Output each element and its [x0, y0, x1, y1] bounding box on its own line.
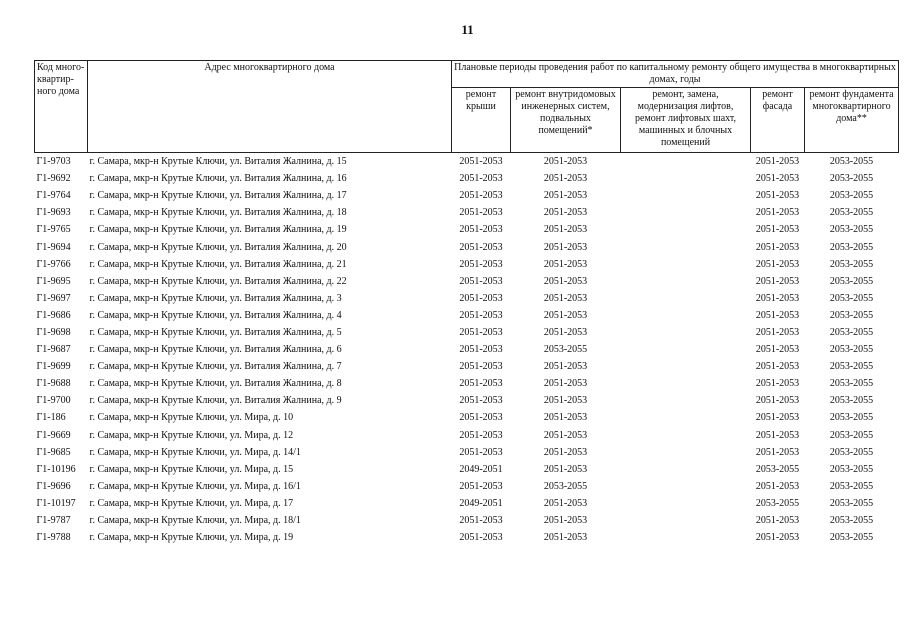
cell-code: Г1-10197	[36, 497, 76, 509]
cell-lifts	[621, 461, 751, 478]
table-row	[35, 238, 899, 255]
cell-facade: 2051-2053	[755, 378, 800, 390]
cell-code: Г1-186	[36, 412, 66, 424]
cell-foundation: 2053-2055	[829, 241, 874, 253]
cell-engineering: 2051-2053	[543, 275, 588, 287]
cell-facade: 2051-2053	[755, 515, 800, 527]
table-header	[35, 61, 899, 153]
cell-address: г. Самара, мкр-н Крутые Ключи, ул. Виталия Жалнина, д. 15	[88, 153, 452, 171]
cell-foundation: 2053-2055	[805, 153, 899, 171]
cell-code: Г1-9699	[36, 361, 71, 373]
header-lifts: ремонт, замена, модернизация лифтов, ремонт лифтовых шахт, машинных и блочных помещений	[621, 88, 751, 153]
cell-lifts	[621, 444, 751, 461]
cell-foundation: 2053-2055	[829, 309, 874, 321]
cell-lifts	[621, 290, 751, 307]
cell-foundation: 2053-2055	[829, 480, 874, 492]
cell-code: Г1-9766	[36, 258, 71, 270]
cell-address: г. Самара, мкр-н Крутые Ключи, ул. Мира, д. 15	[89, 463, 294, 475]
cell-lifts	[621, 478, 751, 495]
table-row	[35, 358, 899, 375]
cell-facade: 2051-2053	[755, 258, 800, 270]
cell-foundation: 2053-2055	[829, 412, 874, 424]
cell-code: Г1-9695	[36, 275, 71, 287]
cell-address: г. Самара, мкр-н Крутые Ключи, ул. Виталия Жалнина, д. 22	[89, 275, 347, 287]
cell-lifts	[621, 256, 751, 273]
cell-facade: 2053-2055	[755, 497, 800, 509]
cell-engineering: 2051-2053	[543, 309, 588, 321]
cell-facade: 2051-2053	[755, 173, 800, 185]
capital-repair-table	[34, 60, 899, 546]
cell-address: г. Самара, мкр-н Крутые Ключи, ул. Виталия Жалнина, д. 3	[89, 292, 342, 304]
cell-foundation: 2053-2055	[829, 395, 874, 407]
cell-foundation: 2053-2055	[829, 190, 874, 202]
cell-engineering: 2051-2053	[511, 153, 621, 171]
cell-code: Г1-9787	[36, 515, 71, 527]
cell-engineering: 2051-2053	[543, 207, 588, 219]
table-row	[35, 392, 899, 409]
cell-roof: 2051-2053	[459, 173, 503, 185]
cell-lifts	[621, 307, 751, 324]
header-code: Код много-квартир-ного дома	[35, 61, 88, 153]
cell-address: г. Самара, мкр-н Крутые Ключи, ул. Виталия Жалнина, д. 16	[89, 173, 347, 185]
cell-address: г. Самара, мкр-н Крутые Ключи, ул. Мира, д. 16/1	[89, 480, 301, 492]
cell-roof: 2051-2053	[459, 361, 503, 373]
cell-lifts	[621, 427, 751, 444]
cell-facade: 2053-2055	[755, 463, 800, 475]
table-row	[35, 273, 899, 290]
cell-facade: 2051-2053	[755, 395, 800, 407]
cell-lifts	[621, 153, 751, 171]
cell-address: г. Самара, мкр-н Крутые Ключи, ул. Виталия Жалнина, д. 21	[89, 258, 347, 270]
table-row	[35, 461, 899, 478]
table-row	[35, 204, 899, 221]
cell-address: г. Самара, мкр-н Крутые Ключи, ул. Мира, д. 18/1	[89, 515, 301, 527]
table-row	[35, 153, 899, 171]
cell-facade: 2051-2053	[755, 361, 800, 373]
cell-foundation: 2053-2055	[829, 207, 874, 219]
cell-roof: 2051-2053	[459, 532, 503, 544]
cell-engineering: 2051-2053	[543, 326, 588, 338]
cell-address: г. Самара, мкр-н Крутые Ключи, ул. Виталия Жалнина, д. 18	[89, 207, 347, 219]
cell-lifts	[621, 392, 751, 409]
header-address: Адрес многоквартирного дома	[88, 61, 452, 153]
table-row	[35, 187, 899, 204]
cell-address: г. Самара, мкр-н Крутые Ключи, ул. Мира, д. 17	[89, 497, 294, 509]
cell-foundation: 2053-2055	[829, 463, 874, 475]
cell-engineering: 2051-2053	[543, 446, 588, 458]
cell-roof: 2051-2053	[459, 429, 503, 441]
cell-engineering: 2051-2053	[543, 429, 588, 441]
cell-engineering: 2051-2053	[543, 258, 588, 270]
cell-facade: 2051-2053	[755, 412, 800, 424]
cell-lifts	[621, 273, 751, 290]
cell-facade: 2051-2053	[755, 190, 800, 202]
cell-roof: 2051-2053	[459, 412, 503, 424]
cell-engineering: 2051-2053	[543, 497, 588, 509]
cell-engineering: 2051-2053	[543, 463, 588, 475]
cell-facade: 2051-2053	[755, 275, 800, 287]
cell-engineering: 2051-2053	[543, 292, 588, 304]
cell-roof: 2051-2053	[459, 309, 503, 321]
cell-address: г. Самара, мкр-н Крутые Ключи, ул. Виталия Жалнина, д. 6	[89, 344, 342, 356]
cell-foundation: 2053-2055	[829, 361, 874, 373]
cell-lifts	[621, 341, 751, 358]
table-row	[35, 444, 899, 461]
cell-facade: 2051-2053	[755, 344, 800, 356]
cell-foundation: 2053-2055	[829, 275, 874, 287]
cell-roof: 2051-2053	[459, 480, 503, 492]
cell-address: г. Самара, мкр-н Крутые Ключи, ул. Мира, д. 10	[89, 412, 294, 424]
cell-lifts	[621, 529, 751, 546]
cell-facade: 2051-2053	[755, 241, 800, 253]
cell-roof: 2051-2053	[459, 207, 503, 219]
cell-code: Г1-9703	[35, 153, 88, 171]
cell-lifts	[621, 221, 751, 238]
cell-engineering: 2051-2053	[543, 224, 588, 236]
cell-roof: 2051-2053	[459, 515, 503, 527]
table-row	[35, 427, 899, 444]
header-engineering: ремонт внутридомовых инженерных систем, подвальных помещений*	[511, 88, 621, 153]
cell-roof: 2051-2053	[459, 292, 503, 304]
table-row	[35, 221, 899, 238]
table-row	[35, 495, 899, 512]
cell-roof: 2051-2053	[459, 258, 503, 270]
cell-foundation: 2053-2055	[829, 532, 874, 544]
table-row	[35, 375, 899, 392]
cell-roof: 2051-2053	[459, 326, 503, 338]
cell-code: Г1-9693	[36, 207, 71, 219]
cell-engineering: 2051-2053	[543, 361, 588, 373]
cell-code: Г1-9669	[36, 429, 71, 441]
cell-address: г. Самара, мкр-н Крутые Ключи, ул. Мира, д. 14/1	[89, 446, 301, 458]
cell-engineering: 2051-2053	[543, 378, 588, 390]
cell-facade: 2051-2053	[755, 480, 800, 492]
header-periods-group: Плановые периоды проведения работ по капитальному ремонту общего имущества в многоквартирных домах, годы	[452, 61, 899, 88]
cell-address: г. Самара, мкр-н Крутые Ключи, ул. Виталия Жалнина, д. 7	[89, 361, 342, 373]
cell-roof: 2051-2053	[459, 275, 503, 287]
cell-lifts	[621, 512, 751, 529]
header-foundation: ремонт фундамента многоквартирного дома**	[805, 88, 899, 153]
cell-lifts	[621, 375, 751, 392]
cell-code: Г1-10196	[36, 463, 76, 475]
page-number: 11	[461, 22, 474, 37]
cell-address: г. Самара, мкр-н Крутые Ключи, ул. Мира, д. 19	[89, 532, 294, 544]
cell-facade: 2051-2053	[755, 446, 800, 458]
cell-roof: 2049-2051	[459, 463, 503, 475]
cell-roof: 2051-2053	[459, 446, 503, 458]
cell-foundation: 2053-2055	[829, 497, 874, 509]
table-row	[35, 409, 899, 426]
cell-engineering: 2053-2055	[543, 480, 588, 492]
cell-address: г. Самара, мкр-н Крутые Ключи, ул. Виталия Жалнина, д. 17	[89, 190, 347, 202]
table-row	[35, 170, 899, 187]
cell-code: Г1-9700	[36, 395, 71, 407]
cell-roof: 2051-2053	[459, 241, 503, 253]
cell-facade: 2051-2053	[755, 224, 800, 236]
cell-facade: 2051-2053	[755, 207, 800, 219]
cell-roof: 2051-2053	[452, 153, 511, 171]
cell-code: Г1-9686	[36, 309, 71, 321]
cell-address: г. Самара, мкр-н Крутые Ключи, ул. Мира, д. 12	[89, 429, 294, 441]
cell-lifts	[621, 495, 751, 512]
table-body	[35, 153, 899, 547]
cell-foundation: 2053-2055	[829, 292, 874, 304]
cell-roof: 2051-2053	[459, 344, 503, 356]
table-row	[35, 290, 899, 307]
cell-roof: 2051-2053	[459, 190, 503, 202]
cell-foundation: 2053-2055	[829, 446, 874, 458]
cell-foundation: 2053-2055	[829, 344, 874, 356]
cell-foundation: 2053-2055	[829, 258, 874, 270]
cell-engineering: 2051-2053	[543, 532, 588, 544]
cell-foundation: 2053-2055	[829, 173, 874, 185]
cell-engineering: 2051-2053	[543, 515, 588, 527]
cell-lifts	[621, 187, 751, 204]
cell-address: г. Самара, мкр-н Крутые Ключи, ул. Виталия Жалнина, д. 20	[89, 241, 347, 253]
cell-roof: 2051-2053	[459, 224, 503, 236]
cell-facade: 2051-2053	[755, 309, 800, 321]
cell-code: Г1-9765	[36, 224, 71, 236]
table-row	[35, 256, 899, 273]
cell-engineering: 2051-2053	[543, 190, 588, 202]
table-row	[35, 478, 899, 495]
cell-code: Г1-9688	[36, 378, 71, 390]
cell-engineering: 2051-2053	[543, 412, 588, 424]
cell-lifts	[621, 238, 751, 255]
cell-roof: 2051-2053	[459, 395, 503, 407]
cell-code: Г1-9697	[36, 292, 71, 304]
cell-address: г. Самара, мкр-н Крутые Ключи, ул. Виталия Жалнина, д. 9	[89, 395, 342, 407]
cell-facade: 2051-2053	[755, 326, 800, 338]
header-roof: ремонт крыши	[452, 88, 511, 153]
cell-roof: 2049-2051	[459, 497, 503, 509]
table-row	[35, 341, 899, 358]
cell-code: Г1-9696	[36, 480, 71, 492]
cell-engineering: 2051-2053	[543, 241, 588, 253]
cell-roof: 2051-2053	[459, 378, 503, 390]
cell-foundation: 2053-2055	[829, 429, 874, 441]
cell-foundation: 2053-2055	[829, 515, 874, 527]
cell-engineering: 2051-2053	[543, 395, 588, 407]
cell-lifts	[621, 324, 751, 341]
cell-code: Г1-9692	[36, 173, 71, 185]
cell-foundation: 2053-2055	[829, 378, 874, 390]
cell-code: Г1-9788	[36, 532, 71, 544]
cell-engineering: 2051-2053	[543, 173, 588, 185]
cell-engineering: 2053-2055	[543, 344, 588, 356]
cell-address: г. Самара, мкр-н Крутые Ключи, ул. Виталия Жалнина, д. 8	[89, 378, 342, 390]
table-row	[35, 307, 899, 324]
cell-code: Г1-9685	[36, 446, 71, 458]
cell-facade: 2051-2053	[751, 153, 805, 171]
table-row	[35, 324, 899, 341]
cell-address: г. Самара, мкр-н Крутые Ключи, ул. Виталия Жалнина, д. 4	[89, 309, 342, 321]
table-row	[35, 512, 899, 529]
cell-lifts	[621, 358, 751, 375]
cell-lifts	[621, 170, 751, 187]
cell-code: Г1-9694	[36, 241, 71, 253]
cell-facade: 2051-2053	[755, 292, 800, 304]
cell-code: Г1-9698	[36, 326, 71, 338]
cell-address: г. Самара, мкр-н Крутые Ключи, ул. Виталия Жалнина, д. 19	[89, 224, 347, 236]
cell-foundation: 2053-2055	[829, 224, 874, 236]
cell-facade: 2051-2053	[755, 429, 800, 441]
cell-address: г. Самара, мкр-н Крутые Ключи, ул. Виталия Жалнина, д. 5	[89, 326, 342, 338]
cell-lifts	[621, 204, 751, 221]
cell-foundation: 2053-2055	[829, 326, 874, 338]
header-facade: ремонт фасада	[751, 88, 805, 153]
cell-code: Г1-9687	[36, 344, 71, 356]
cell-facade: 2051-2053	[755, 532, 800, 544]
cell-lifts	[621, 409, 751, 426]
table-row	[35, 529, 899, 546]
cell-code: Г1-9764	[36, 190, 71, 202]
